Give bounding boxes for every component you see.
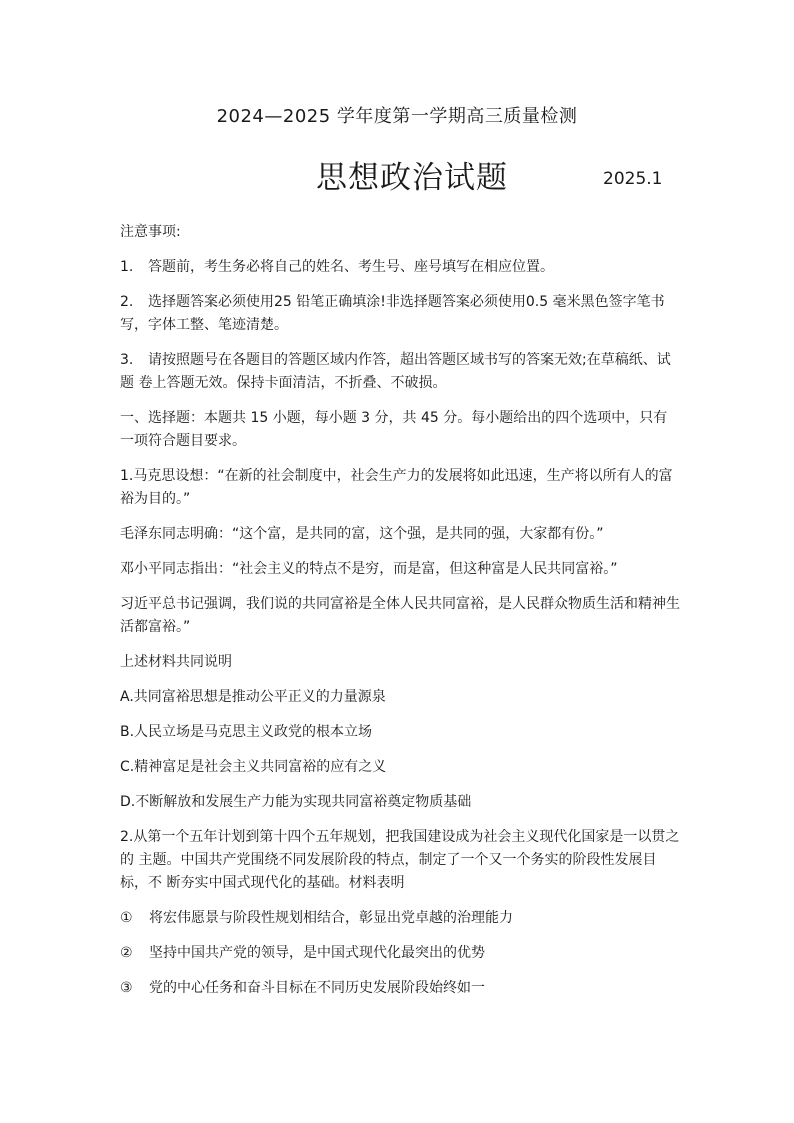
notice-item-number: 3.: [120, 352, 134, 368]
q2-item-text: 将宏伟愿景与阶段性规划相结合，彰显出党卓越的治理能力: [149, 910, 513, 926]
exam-title: 思想政治试题: [316, 160, 508, 196]
q2-item-mark: ②: [120, 945, 133, 961]
q2-item-mark: ①: [120, 910, 133, 926]
q1-stem: 1.马克思设想：“在新的社会制度中，社会生产力的发展将如此迅速，生产将以所有人的富裕为目的。”: [120, 468, 673, 507]
q1-option-b: B.人民立场是马克思主义政党的根本立场: [120, 724, 373, 740]
q1-quote-xi: 习近平总书记强调，我们说的共同富裕是全体人民共同富裕，是人民群众物质生活和精神生 活都富裕。”: [120, 596, 680, 635]
notice-item: [120, 256, 680, 279]
q1-option-d: D.不断解放和发展生产力能为实现共同富裕奠定物质基础: [120, 794, 472, 810]
section-intro: 一、选择题：本题共 15 小题，每小题 3 分，共 45 分。每小题给出的四个选项中，只有一项符合题目要求。: [120, 410, 668, 449]
exam-date: 2025.1: [603, 169, 663, 189]
notice-item-text: 请按照题号在各题目的答题区域内作答，超出答题区域书写的答案无效;在草稿纸、试题 卷上答题无效。保持卡面清洁，不折叠、不破损。: [120, 352, 671, 391]
notice-item-number: 1.: [120, 259, 134, 275]
notice-item-text: 选择题答案必须使用25 铅笔正确填涂!非选择题答案必须使用0.5 毫米黑色签字笔书 写，字体工整、笔迹清楚。: [120, 294, 665, 333]
q1-quote-deng: 邓小平同志指出：“社会主义的特点不是穷，而是富，但这种富是人民共同富裕。”: [120, 561, 618, 577]
q1-quote-mao: 毛泽东同志明确：“这个富，是共同的富，这个强，是共同的强，大家都有份。”: [120, 526, 604, 542]
q1-prompt: 上述材料共同说明: [120, 654, 232, 670]
exam-content: [120, 221, 680, 1012]
q2-item: [120, 977, 680, 1000]
notice-item: [120, 349, 680, 395]
term-line: 2024—2025 学年度第一学期高三质量检测: [216, 106, 578, 127]
q1-option-c: C.精神富足是社会主义共同富裕的应有之义: [120, 759, 387, 775]
q2-item-text: 党的中心任务和奋斗目标在不同历史发展阶段始终如一: [149, 980, 485, 996]
q2-item-mark: ③: [120, 980, 133, 996]
notice-item: [120, 291, 680, 337]
notice-heading: 注意事项:: [120, 224, 181, 240]
q2-stem: 2.从第一个五年计划到第十四个五年规划，把我国建设成为社会主义现代化国家是一以贯之的 主题。中国共产党围绕不同发展阶段的特点，制定了一个又一个务实的阶段性发展目标，不 断夯实中国式现代化的基础。材料表明: [120, 829, 680, 891]
title-row: [0, 152, 794, 202]
notice-item-text: 答题前，考生务必将自己的姓名、考生号、座号填写在相应位置。: [148, 259, 554, 275]
q2-item: [120, 942, 680, 965]
q1-option-a: A.共同富裕思想是推动公平正义的力量源泉: [120, 689, 386, 705]
q2-item: [120, 907, 680, 930]
q2-item-text: 坚持中国共产党的领导，是中国式现代化最突出的优势: [149, 945, 485, 961]
notice-item-number: 2.: [120, 294, 134, 310]
